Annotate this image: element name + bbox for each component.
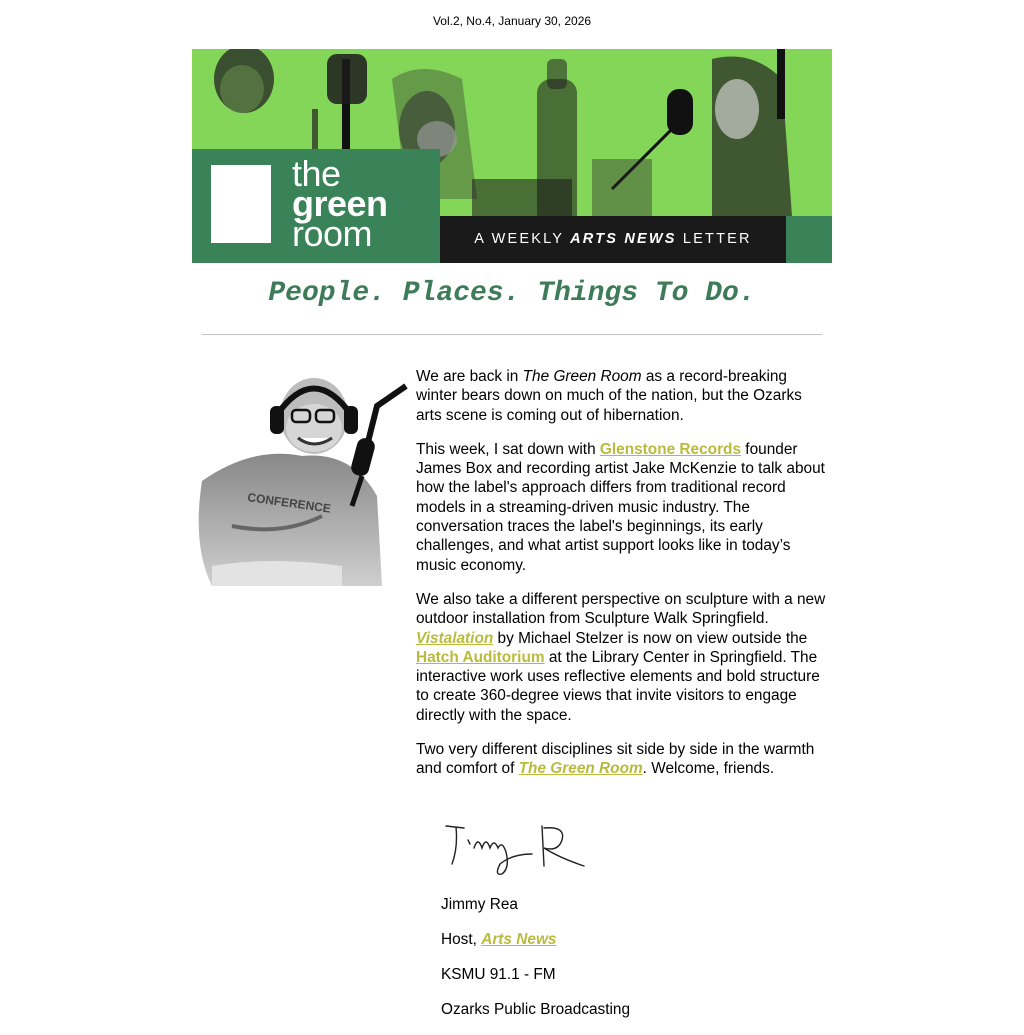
- issue-dateline: Vol.2, No.4, January 30, 2026: [432, 14, 592, 28]
- host-signature: [440, 818, 590, 880]
- svg-text:CONFERENCE: CONFERENCE: [246, 490, 332, 516]
- hatch-auditorium-link[interactable]: Hatch Auditorium: [416, 648, 545, 666]
- editor-letter-body: [416, 367, 826, 794]
- p3-text-b: by Michael Stelzer is now on view outside the: [493, 629, 808, 647]
- p2-text-b: founder James Box and recording artist Jake McKenzie to talk about how the label's approach differs from traditional record models in a streaming-driven music industry. The conversation traces the label's beginnings, its early challenges, and what artist support looks like in today’s music economy.: [416, 440, 825, 574]
- tagline-bar: [440, 216, 786, 263]
- p1-publication-title: The Green Room: [522, 368, 642, 385]
- paragraph-intro: [416, 367, 826, 425]
- p4-text-a: Two very different disciplines sit side by side in the warmth and comfort of: [416, 741, 815, 778]
- host-name: Jimmy Rea: [441, 896, 518, 913]
- masthead-banner: [192, 49, 832, 263]
- tagline-emphasis: ARTS NEWS: [570, 231, 677, 247]
- signoff-block: [441, 895, 630, 1035]
- glenstone-records-link[interactable]: Glenstone Records: [599, 440, 742, 458]
- station-name: KSMU 91.1 - FM: [441, 966, 556, 983]
- p3-text-a: We also take a different perspective on sculpture with a new outdoor installation from Sculpture Walk Springfield.: [416, 590, 826, 628]
- logo-line-the: the: [292, 153, 341, 194]
- tagline-suffix: LETTER: [676, 231, 752, 247]
- newsletter-motto: People. Places. Things To Do.: [268, 278, 756, 309]
- tagline-prefix: A WEEKLY: [474, 231, 571, 247]
- logo-mark: [211, 165, 271, 243]
- logo-wordmark: [292, 153, 388, 254]
- tagline-accent-block: [786, 216, 832, 263]
- organization-name: Ozarks Public Broadcasting: [441, 1001, 631, 1018]
- host-portrait-photo: [192, 366, 408, 586]
- p4-text-b: . Welcome, friends.: [642, 760, 775, 778]
- p3-text-c: at the Library Center in Springfield. The interactive work uses reflective elements and bold structure to create 360-degree views that invite visitors to engage directly with the space.: [416, 648, 820, 724]
- arts-news-link[interactable]: Arts News: [481, 931, 557, 948]
- paragraph-sculpture: [416, 590, 826, 725]
- host-title: [441, 930, 630, 949]
- paragraph-closing: [416, 740, 826, 779]
- logo-line-room: room: [292, 213, 373, 254]
- paragraph-glenstone: [416, 440, 826, 575]
- p1-text-a: We are back in: [416, 368, 523, 385]
- vistalation-link[interactable]: Vistalation: [416, 629, 494, 647]
- host-title-prefix: Host,: [441, 931, 482, 948]
- p2-text-a: This week, I sat down with: [416, 440, 600, 458]
- green-room-link[interactable]: The Green Room: [518, 760, 643, 778]
- p1-text-b: as a record-breaking winter bears down on much of the nation, but the Ozarks arts scene is coming out of hibernation.: [416, 368, 802, 424]
- section-divider: [202, 334, 822, 335]
- logo-panel: [192, 149, 440, 263]
- logo-line-green: green: [292, 183, 388, 224]
